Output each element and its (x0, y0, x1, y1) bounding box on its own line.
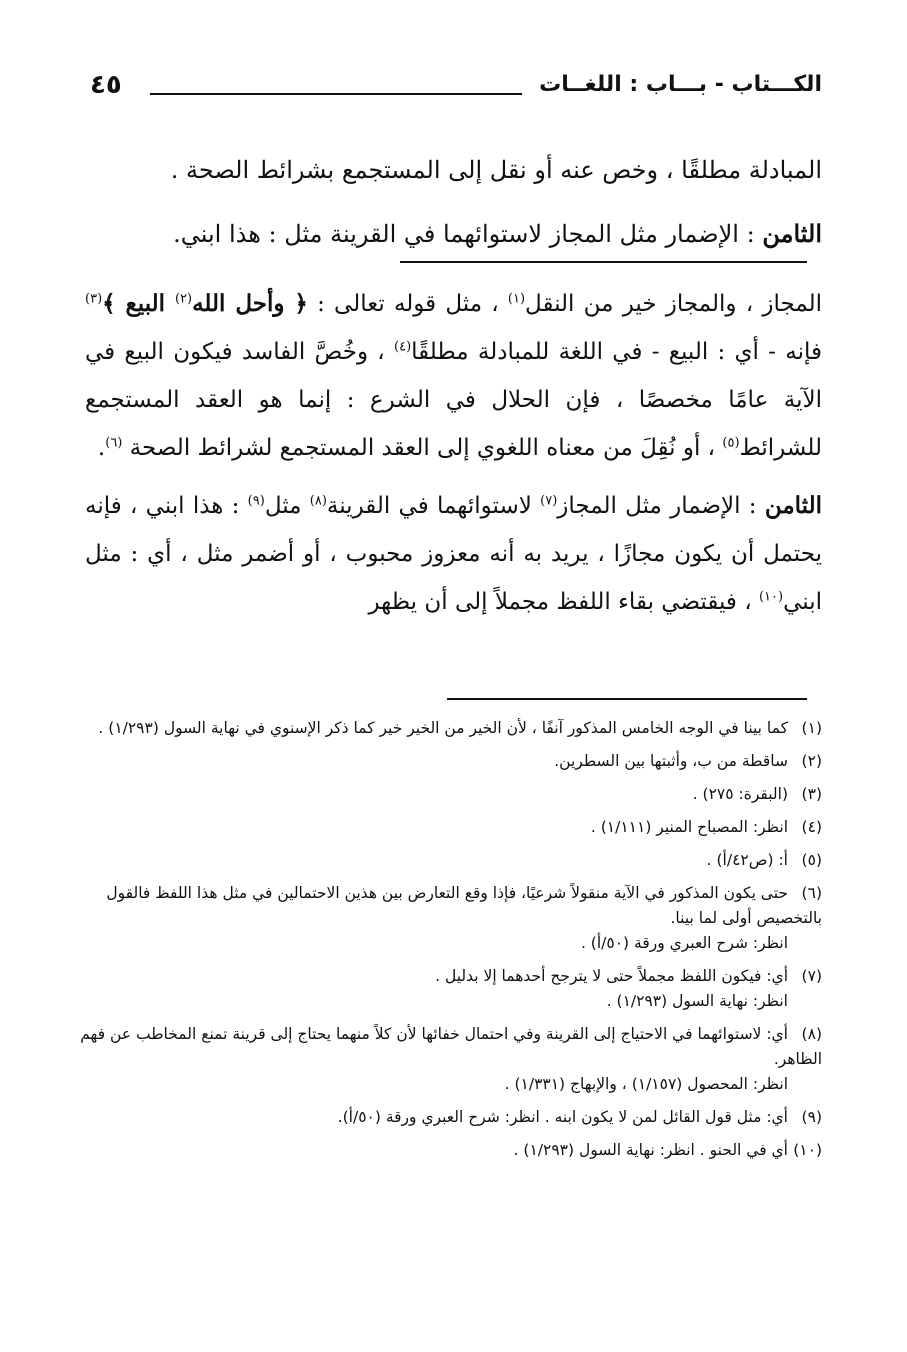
footnote-item (70, 749, 822, 774)
footnote-text: كما بينا في الوجه الخامس المذكور آنفًا ، لأن الخير من الخير خير كما ذكر الإسنوي في نهاية السول (١/٢٩٣) . (98, 719, 788, 737)
footnote-line (70, 782, 822, 807)
footnote-ref-9: (٩) (247, 493, 265, 509)
footnote-item (70, 881, 822, 956)
footnote-number: (٤) (801, 818, 822, 836)
footnote-reference: انظر: المحصول (١/١٥٧) ، والإبهاج (١/٣٣١) . (504, 1075, 788, 1093)
running-title: الكـــتاب - بـــاب : اللغــات (539, 72, 822, 97)
section-heading: الثامن (764, 492, 822, 519)
footnote-number: (٧) (801, 967, 822, 985)
page-header (90, 70, 822, 110)
footnote-line (70, 716, 822, 741)
quran-verse: ﴿ وأحل الله (192, 290, 308, 317)
footnote-ref-4: (٤) (394, 339, 412, 355)
footnote-item (70, 964, 822, 1014)
footnote-ref-2: (٢) (174, 291, 193, 307)
text-run: ، فيقتضي بقاء اللفظ مجملاً إلى أن يظهر (368, 589, 759, 615)
text-run: لاستوائهما في القرينة (326, 493, 541, 519)
footnote-number: (٣) (801, 785, 822, 803)
footnote-item (70, 1022, 822, 1097)
commentary-paragraph-2 (85, 482, 822, 626)
footnote-ref-8: (٨) (309, 493, 327, 509)
matn-quote-text-1: المبادلة مطلقًا ، وخص عنه أو نقل إلى المستجمع بشرائط الصحة . (170, 156, 822, 184)
header-rule (150, 93, 522, 95)
footnote-line (70, 848, 822, 873)
footnote-line (70, 1105, 822, 1130)
page-number: ٤٥ (90, 70, 122, 100)
text-run: ، مثل قوله تعالى : (307, 291, 508, 317)
footnote-text: أ: (ص٤٢/أ) . (706, 851, 788, 869)
text-run: : هذا ابني ، فإنه يحتمل أن يكون مجازًا ، يريد به أنه معزوز محبوب ، أو أضمر مثل ، أي : مثل ابني (85, 493, 822, 615)
matn-quote-line-2 (85, 210, 822, 258)
matn-quote-text-2: : الإضمار مثل المجاز لاستوائهما في القرينة مثل : هذا ابني. (173, 220, 763, 248)
footnote-reference: انظر: شرح العبري ورقة (٥٠/أ) . (580, 934, 788, 952)
footnote-ref-10: (١٠) (758, 589, 784, 605)
footnote-item (70, 782, 822, 807)
footnote-item (70, 815, 822, 840)
footnote-item (70, 1105, 822, 1130)
footnote-line (70, 1138, 822, 1163)
footnote-separator (447, 698, 807, 700)
footnote-text: حتى يكون المذكور في الآية منقولاً شرعيًا، فإذا وقع التعارض بين هذين الاحتمالين في مثل هذا اللفظ فالقول بالتخصيص أولى لما بينا. (106, 884, 822, 927)
footnote-item (70, 716, 822, 741)
footnote-text: أي: مثل قول القائل لمن لا يكون ابنه . انظر: شرح العبري ورقة (٥٠/أ). (337, 1108, 788, 1126)
footnote-reference: انظر: نهاية السول (١/٢٩٣) . (606, 992, 788, 1010)
footnote-item (70, 848, 822, 873)
quran-verse-end: البيع ﴾ (102, 290, 175, 317)
footnote-ref-5: (٥) (722, 435, 740, 451)
footnote-number: (٩) (801, 1108, 822, 1126)
footnote-number: (٥) (801, 851, 822, 869)
text-run: المجاز ، والمجاز خير من النقل (525, 291, 823, 317)
footnote-number: (٦) (801, 884, 822, 902)
footnote-number: (٢) (801, 752, 822, 770)
footnote-number: (١) (801, 719, 822, 737)
text-run: مثل (264, 493, 310, 519)
commentary-paragraph-1 (85, 280, 822, 472)
text-run: ، وخُصَّ الفاسد فيكون البيع في الآية عامًا مخصصًا ، فإن الحلال في الشرع : إنما هو العقد المستجمع للشرائط (85, 339, 822, 461)
footnote-line (70, 815, 822, 840)
footnote-ref-1: (١) (507, 291, 526, 307)
footnote-line (70, 1022, 822, 1072)
footnote-ref-7: (٧) (540, 493, 558, 509)
footnote-line (70, 881, 822, 931)
footnote-text: أي في الحنو . انظر: نهاية السول (١/٢٩٣) . (513, 1141, 788, 1159)
footnote-number: (٨) (801, 1025, 822, 1043)
text-run: فإنه - أي : البيع - في اللغة للمبادلة مطلقًا (411, 339, 822, 365)
footnote-ref-6: (٦) (105, 435, 123, 451)
footnote-text: (البقرة: ٢٧٥) . (692, 785, 788, 803)
footnote-line (70, 964, 822, 989)
footnote-text: ساقطة من ب، وأثبتها بين السطرين. (554, 752, 788, 770)
text-run: : الإضمار مثل المجاز (557, 493, 765, 519)
text-run: . (97, 435, 106, 461)
matn-quote-line-1 (85, 146, 822, 194)
footnote-ref-3: (٣) (85, 291, 103, 307)
footnotes (70, 716, 822, 1171)
footnote-text: أي: فيكون اللفظ مجملاً حتى لا يترجح أحدهما إلا بدليل . (435, 967, 788, 985)
text-run: ، أو نُقِلَ من معناه اللغوي إلى العقد المستجمع لشرائط الصحة (122, 435, 723, 461)
matn-quote-underline (400, 261, 807, 263)
footnote-text: أي: لاستوائهما في الاحتياج إلى القرينة وفي احتمال خفائها لأن كلاً منهما يحتاج إلى قرينة تمنع المخاطب عن فهم الظاهر. (80, 1025, 822, 1068)
commentary-body (85, 280, 822, 626)
footnote-text: انظر: المصباح المنير (١/١١١) . (590, 818, 788, 836)
matn-quote-heading: الثامن (762, 219, 822, 248)
footnote-item (70, 1138, 822, 1163)
footnote-number: (١٠) (793, 1141, 822, 1159)
footnote-line (70, 749, 822, 774)
